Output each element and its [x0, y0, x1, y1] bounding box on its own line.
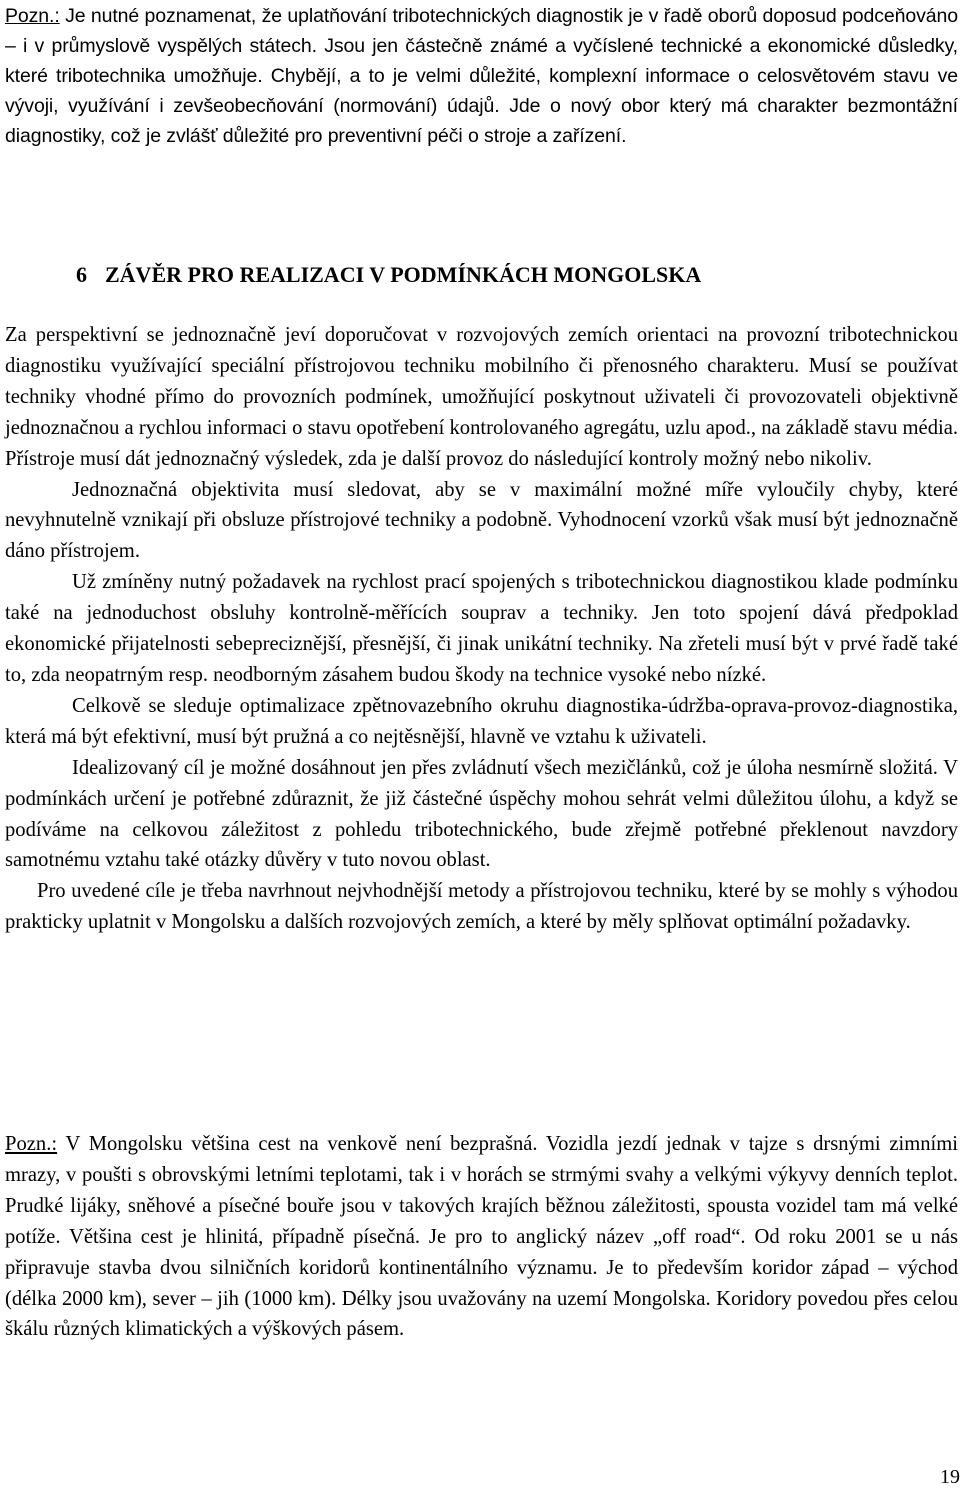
section-title: ZÁVĚR PRO REALIZACI V PODMÍNKÁCH MONGOLSKA	[105, 262, 702, 287]
body-paragraph-5: Idealizovaný cíl je možné dosáhnout jen přes zvládnutí všech mezičlánků, což je úloha nesmírně složitá. V podmínkách určení je potřebné zdůraznit, že již částečné úspěchy mohou sehrát velmi důležitou úlohu, a když se podíváme na celkovou záležitost z pohledu tribotechnického, bude zřejmě potřebné překlenout navzdory samotnému vztahu také otázky důvěry v tuto novou oblast.	[5, 756, 958, 872]
note-text: V Mongolsku většina cest na venkově není bezprašná. Vozidla jezdí jednak v tajze s drsnými zimními mrazy, v poušti s obrovskými letními teplotami, tak i v horách se strmými svahy a velkými výkyvy denních teplot. Prudké lijáky, sněhové a písečné bouře jsou v takových krajích běžnou záležitosti, spousta vozidel tam má velké potíže. Většina cest je hlinitá, případně písečná. Je pro to anglický název „off road“. Od roku 2001 se u nás připravuje stavba dvou silničních koridorů kontinentálního významu. Je to především koridor západ – východ (délka 2000 km), sever – jih (1000 km). Délky jsou uvažovány na uzemí Mongolska. Koridory povedou přes celou škálu různých klimatických a výškových pásem.	[5, 1133, 958, 1341]
note-text: Je nutné poznamenat, že uplatňování tribotechnických diagnostik je v řadě oborů doposud podceňováno – i v průmyslově vyspělých státech. Jsou jen částečně známé a vyčíslené technické a ekonomické důsledky, které tribotechnika umožňuje. Chybějí, a to je velmi důležité, komplexní informace o celosvětovém stavu ve vývoji, využívání i zevšeobecňování (normování) údajů. Jde o nový obor který má charakter bezmontážní diagnostiky, což je zvlášť důležité pro preventivní péči o stroje a zařízení.	[5, 5, 958, 147]
note-paragraph-2	[5, 1129, 958, 1345]
page-number: 19	[940, 1466, 960, 1488]
note-label: Pozn.:	[5, 1133, 58, 1155]
section-body	[5, 320, 958, 938]
body-paragraph-2: Jednoznačná objektivita musí sledovat, aby se v maximální možné míře vyloučily chyby, které nevyhnutelně vznikají při obsluze přístrojové techniky a podobně. Vyhodnocení vzorků však musí být jednoznačně dáno přístrojem.	[5, 478, 958, 563]
note-label: Pozn.:	[5, 5, 60, 27]
body-paragraph-1: Za perspektivní se jednoznačně jeví doporučovat v rozvojových zemích orientaci na provozní tribotechnickou diagnostiku využívající speciální přístrojovou techniku mobilního či přenosného charakteru. Musí se používat techniky vhodné přímo do provozních podmínek, umožňující poskytnout uživateli či provozovateli objektivně jednoznačnou a rychlou informaci o stavu opotřebení kontrolovaného agregátu, uzlu apod., na základě stavu média. Přístroje musí dát jednoznačný výsledek, zda je další provoz do následující kontroly možný nebo nikoliv.	[5, 324, 958, 470]
section-heading	[76, 260, 701, 290]
note-paragraph-1	[5, 1, 958, 151]
body-paragraph-6: Pro uvedené cíle je třeba navrhnout nejvhodnější metody a přístrojovou techniku, které by se mohly s výhodou prakticky uplatnit v Mongolsku a dalších rozvojových zemích, a které by měly splňovat optimální požadavky.	[5, 880, 958, 934]
body-paragraph-3: Už zmíněny nutný požadavek na rychlost prací spojených s tribotechnickou diagnostikou klade podmínku také na jednoduchost obsluhy kontrolně-měřících souprav a techniky. Jen toto spojení dává předpoklad ekonomické přijatelnosti sebepreciznější, přesnější, či jinak unikátní techniky. Na zřeteli musí být v prvé řadě také to, zda neopatrným resp. neodborným zásahem budou škody na technice vysoké nebo nízké.	[5, 571, 958, 686]
section-number: 6	[76, 262, 87, 287]
body-paragraph-4: Celkově se sleduje optimalizace zpětnovazebního okruhu diagnostika-údržba-oprava-provoz-diagnostika, která má být efektivní, musí být pružná a co nejtěsnější, hlavně ve vztahu k uživateli.	[5, 694, 958, 748]
